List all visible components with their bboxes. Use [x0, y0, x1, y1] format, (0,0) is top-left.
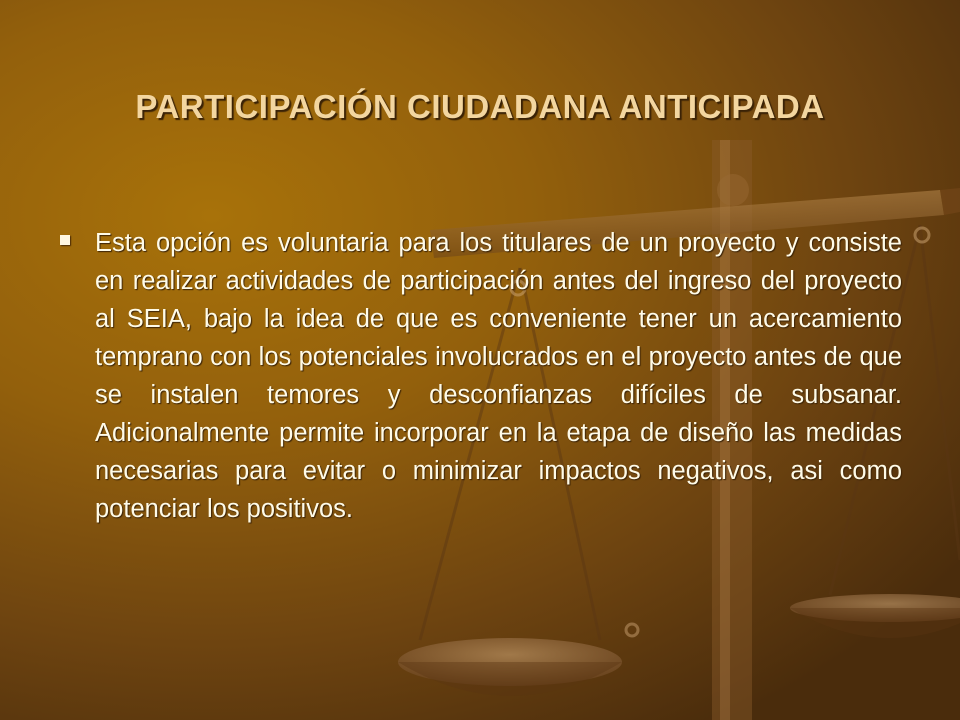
square-bullet-icon: [60, 235, 70, 245]
bullet-list: [60, 224, 902, 528]
list-item: [60, 224, 902, 528]
slide-title: PARTICIPACIÓN CIUDADANA ANTICIPADA: [135, 88, 825, 125]
bullet-text: Esta opción es voluntaria para los titulares de un proyecto y consiste en realizar actividades de participación antes del ingreso del proyecto al SEIA, bajo la idea de que es conveniente tener un acercamiento temprano con los potenciales involucrados en el proyecto antes de que se instalen temores y desconfianzas difíciles de subsanar. Adicionalmente permite incorporar en la etapa de diseño las medidas necesarias para evitar o minimizar impactos negativos, asi como potenciar los positivos.: [95, 229, 902, 523]
